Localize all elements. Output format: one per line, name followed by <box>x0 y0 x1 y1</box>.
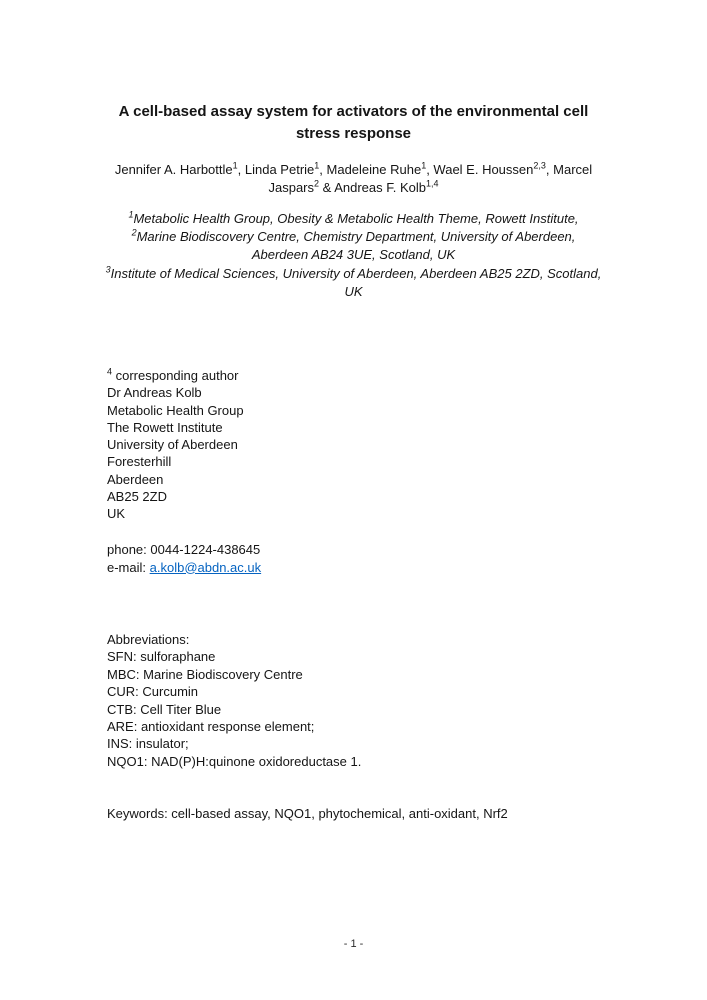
phone-line: phone: 0044-1224-438645 <box>107 542 261 557</box>
address-line: AB25 2ZD <box>107 489 167 505</box>
abbreviation-line: MBC: Marine Biodiscovery Centre <box>107 666 303 682</box>
authors-line: Jaspars$^2$ & Andreas F. Kolb$^{1,4}$ <box>268 178 439 195</box>
page-number: - 1 - <box>343 938 364 950</box>
author-superscript: 1 <box>421 160 427 171</box>
email-link[interactable]: a.kolb@abdn.ac.uk <box>149 559 262 575</box>
paper-title-line-2: stress response <box>295 125 412 142</box>
address-line: The Rowett Institute <box>107 419 223 435</box>
abbreviation-line: INS: insulator; <box>107 736 189 752</box>
email-line <box>107 559 261 577</box>
abbreviation-line: NQO1: NAD(P)H:quinone oxidoreductase 1. <box>107 753 362 769</box>
author-superscript: 1 <box>314 160 320 171</box>
affiliation-line: UK <box>344 283 363 299</box>
abbreviation-line: SFN: sulforaphane <box>107 649 216 665</box>
keywords-line: Keywords: cell-based assay, NQO1, phytochemical, anti-oxidant, Nrf2 <box>107 806 508 821</box>
abbreviations-heading: Abbreviations: <box>107 632 190 647</box>
affiliation-line: $^2$Marine Biodiscovery Centre, Chemistry Department, University of Aberdeen, <box>131 227 576 245</box>
abbreviations-block <box>107 631 361 770</box>
author-superscript: 1 <box>232 160 238 171</box>
address-line: Aberdeen <box>107 471 164 487</box>
corresponding-superscript: 4 <box>107 366 113 377</box>
author-superscript: 2 <box>314 178 320 189</box>
author-superscript: 2,3 <box>533 160 546 171</box>
address-line: University of Aberdeen <box>107 437 238 453</box>
authors-line: Jennifer A. Harbottle$^1$, Linda Petrie$^1$, Madeleine Ruhe$^1$, Wael E. Houssen$^{2,3}$, Marcel <box>114 160 593 177</box>
paper-title-line-1: A cell-based assay system for activators of the environmental cell <box>118 103 589 120</box>
address-line: Dr Andreas Kolb <box>107 385 202 401</box>
affiliation-superscript: 1 <box>128 209 134 220</box>
author-superscript: 1,4 <box>425 178 439 189</box>
address-line: Metabolic Health Group <box>107 402 244 418</box>
abbreviation-line: CUR: Curcumin <box>107 684 199 700</box>
affiliation-line: Aberdeen AB24 3UE, Scotland, UK <box>251 247 456 263</box>
address-line: UK <box>107 506 126 522</box>
affiliation-superscript: 2 <box>131 227 137 238</box>
affiliations-block <box>0 210 707 301</box>
corresponding-author-heading: $^4$ corresponding author <box>107 366 239 383</box>
authors-block <box>0 161 707 197</box>
affiliation-superscript: 3 <box>105 264 111 275</box>
affiliation-line: $^1$Metabolic Health Group, Obesity & Metabolic Health Theme, Rowett Institute, <box>128 209 579 226</box>
email-label: e-mail: <box>107 559 150 575</box>
contact-block <box>107 541 261 576</box>
corresponding-author-block <box>107 367 244 523</box>
paper-title <box>0 101 707 145</box>
abbreviation-line: CTB: Cell Titer Blue <box>107 701 222 717</box>
abbreviation-line: ARE: antioxidant response element; <box>107 719 315 735</box>
address-line: Foresterhill <box>107 454 172 470</box>
affiliation-line: $^3$Institute of Medical Sciences, University of Aberdeen, Aberdeen AB25 2ZD, Scotland, <box>105 264 602 281</box>
